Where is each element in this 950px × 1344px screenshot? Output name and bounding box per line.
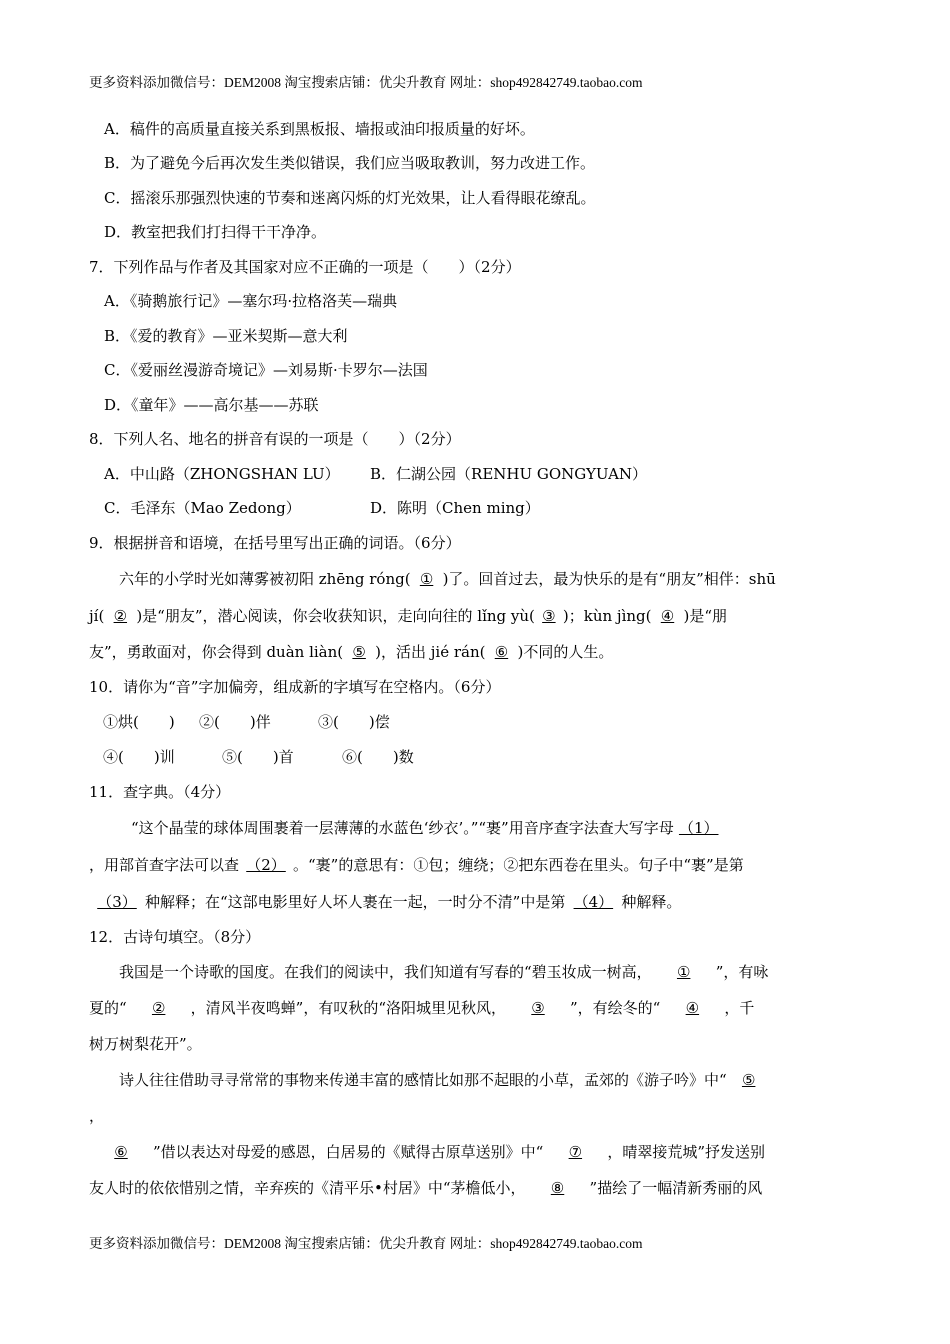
q12-text: ，晴翠接荒城”抒发送别 [607, 1143, 766, 1161]
q6-option-b: B．为了避免今后再次发生类似错误，我们应当吸取教训，努力改进工作。 [104, 154, 596, 172]
q12-text: ”描绘了一幅清新秀丽的风 [589, 1179, 763, 1197]
q12-text: ”，有绘冬的“ [570, 999, 661, 1017]
q10-stem: 10．请你为“音”字加偏旁，组成新的字填写在空格内。（6分） [89, 678, 501, 696]
q7-option-a: A．《骑鹅旅行记》—塞尔玛·拉格洛芙—瑞典 [104, 292, 398, 310]
q12-blank-1[interactable]: ① [676, 963, 691, 981]
q12-blank-7[interactable]: ⑦ [568, 1143, 583, 1161]
q11-blank-1[interactable]: （1） [678, 819, 719, 837]
q12-line-2 [89, 998, 754, 1018]
q9-blank-4[interactable]: ④ [660, 607, 675, 625]
q8-option-a: A．中山路（ZHONGSHAN LU） [104, 465, 340, 483]
q9-text: )了。回首过去，最为快乐的是有“朋友”相伴：shū [442, 570, 776, 588]
q11-text: 种解释；在“这部电影里好人坏人裹在一起，一时分不清”中是第 [145, 893, 566, 911]
q7-stem: 7．下列作品与作者及其国家对应不正确的一项是（ ）（2分） [89, 258, 521, 276]
q10-item-1[interactable]: ①烘( ) [103, 713, 175, 731]
q12-blank-8[interactable]: ⑧ [550, 1179, 565, 1197]
q9-text: )，活出 jié rán( [375, 643, 486, 661]
q6-option-d: D．教室把我们打扫得干干净净。 [104, 223, 327, 241]
q9-line-3 [89, 642, 613, 662]
q9-text: )；kùn jìng( [562, 607, 652, 625]
q12-blank-5[interactable]: ⑤ [741, 1071, 756, 1089]
q12-blank-4[interactable]: ④ [685, 999, 700, 1017]
q12-blank-6[interactable]: ⑥ [114, 1143, 128, 1161]
q9-blank-3[interactable]: ③ [542, 607, 556, 625]
q9-text: jí( [89, 607, 105, 625]
q8-option-c: C．毛泽东（Mao Zedong） [104, 499, 301, 517]
q11-text: 种解释。 [621, 893, 682, 911]
q9-stem: 9．根据拼音和语境，在括号里写出正确的词语。（6分） [89, 534, 461, 552]
q12-text: ，清风半夜鸣蝉”，有叹秋的“洛阳城里见秋风， [190, 999, 507, 1017]
q11-stem: 11．查字典。（4分） [89, 783, 231, 801]
q9-text: 六年的小学时光如薄雾被初阳 zhēng róng( [119, 570, 411, 588]
q12-line-5: ， [89, 1107, 105, 1125]
q9-text: )不同的人生。 [517, 643, 614, 661]
q11-text: ，用部首查字法可以查 [89, 856, 240, 874]
q10-item-6[interactable]: ⑥( )数 [342, 748, 414, 766]
q10-item-3[interactable]: ③( )偿 [318, 713, 390, 731]
q12-text: 诗人往往借助寻寻常常的事物来传递丰富的感情比如那不起眼的小草，孟郊的《游子吟》中“ [119, 1071, 727, 1089]
q12-line-3: 树万树梨花开”。 [89, 1035, 202, 1053]
q6-option-a: A．稿件的高质量直接关系到黑板报、墙报或油印报质量的好坏。 [104, 120, 535, 138]
q9-blank-2[interactable]: ② [113, 607, 128, 625]
q9-line-2 [89, 606, 727, 626]
q12-text: ”借以表达对母爱的感恩，白居易的《赋得古原草送别》中“ [153, 1143, 544, 1161]
q9-blank-5[interactable]: ⑤ [352, 643, 366, 661]
q12-line-4 [119, 1070, 771, 1090]
q10-item-4[interactable]: ④( )训 [103, 748, 175, 766]
q12-text: 友人时的依依惜别之情，辛弃疾的《清平乐•村居》中“茅檐低小， [89, 1179, 526, 1197]
q12-line-7 [89, 1178, 762, 1198]
q12-text: 夏的“ [89, 999, 127, 1017]
q11-line-3 [89, 892, 681, 912]
q11-text: 。“裹”的意思有：①包；缠绕；②把东西卷在里头。句子中“裹”是第 [293, 856, 744, 874]
q10-item-2[interactable]: ②( )伴 [199, 713, 271, 731]
q7-option-d: D．《童年》——高尔基——苏联 [104, 396, 319, 414]
q11-line-1 [131, 818, 724, 838]
q11-text: “这个晶莹的球体周围裹着一层薄薄的水蓝色‘纱衣’。”“裹”用音序查字法查大写字母 [131, 819, 674, 837]
q9-blank-1[interactable]: ① [419, 570, 434, 588]
q8-stem: 8．下列人名、地名的拼音有误的一项是（ ）（2分） [89, 430, 461, 448]
q9-line-1 [119, 569, 776, 589]
q12-line-1 [119, 962, 768, 982]
page-header: 更多资料添加微信号：DEM2008 淘宝搜索店铺：优尖升教育 网址：shop492842749.taobao.com [89, 75, 643, 90]
q11-blank-3[interactable]: （3） [97, 893, 137, 911]
q12-text: 我国是一个诗歌的国度。在我们的阅读中，我们知道有写春的“碧玉妆成一树高， [119, 963, 652, 981]
q12-blank-2[interactable]: ② [151, 999, 166, 1017]
q8-option-b: B．仁湖公园（RENHU GONGYUAN） [370, 465, 648, 483]
q6-option-c: C．摇滚乐那强烈快速的节奏和迷离闪烁的灯光效果，让人看得眼花缭乱。 [104, 189, 596, 207]
q12-blank-3[interactable]: ③ [531, 999, 545, 1017]
q8-option-d: D．陈明（Chen ming） [370, 499, 540, 517]
q9-text: 友”，勇敢面对，你会得到 duàn liàn( [89, 643, 344, 661]
page-footer: 更多资料添加微信号：DEM2008 淘宝搜索店铺：优尖升教育 网址：shop492842749.taobao.com [89, 1236, 643, 1251]
q7-option-b: B．《爱的教育》—亚米契斯—意大利 [104, 327, 348, 345]
q12-stem: 12．古诗句填空。（8分） [89, 928, 261, 946]
q12-text: ”，有咏 [715, 963, 769, 981]
q7-option-c: C．《爱丽丝漫游奇境记》—刘易斯·卡罗尔—法国 [104, 361, 428, 379]
q11-blank-2[interactable]: （2） [246, 856, 286, 874]
q9-blank-6[interactable]: ⑥ [494, 643, 509, 661]
q9-text: )是“朋友”，潜心阅读，你会收获知识，走向向往的 lǐng yù( [136, 607, 535, 625]
q12-text: ，千 [724, 999, 755, 1017]
q9-text: )是“朋 [683, 607, 728, 625]
q11-blank-4[interactable]: （4） [573, 893, 614, 911]
q11-line-2 [89, 855, 744, 875]
q10-item-5[interactable]: ⑤( )首 [222, 748, 294, 766]
q12-line-6 [89, 1142, 765, 1162]
